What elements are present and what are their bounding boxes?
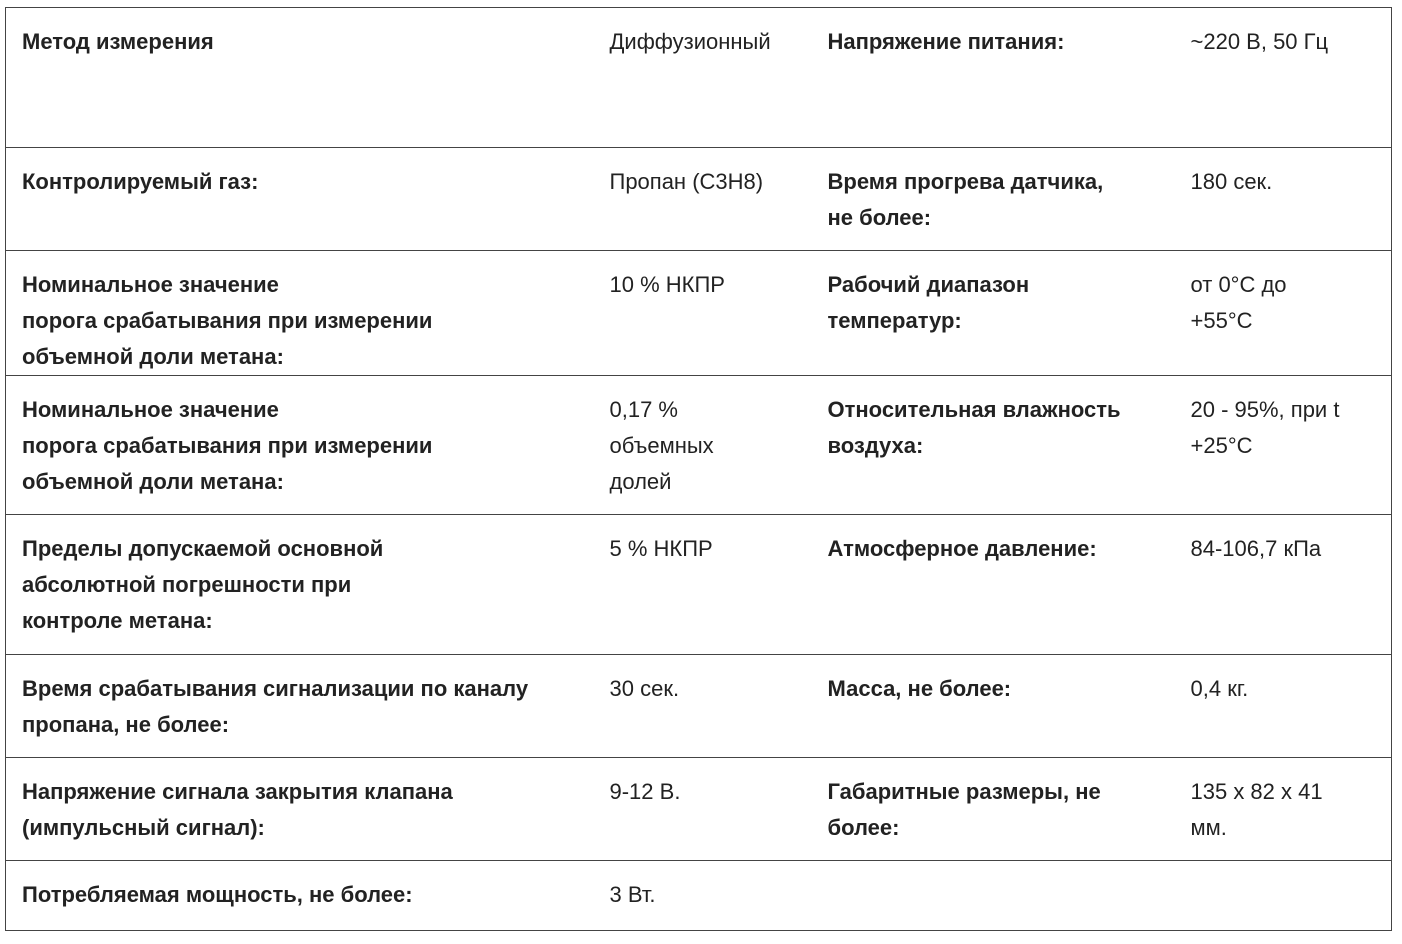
specifications-table	[5, 7, 1392, 931]
spec-label: Время прогрева датчика, не более:	[812, 148, 1176, 251]
spec-value: ~220 В, 50 Гц	[1176, 8, 1392, 148]
table-row	[6, 376, 1392, 515]
spec-label: Пределы допускаемой основной абсолютной погрешности при контроле метана:	[6, 515, 595, 655]
table-row	[6, 515, 1392, 655]
spec-label: Относительная влажность воздуха:	[812, 376, 1176, 515]
spec-label: Напряжение питания:	[812, 8, 1176, 148]
spec-value: 30 сек.	[595, 655, 812, 758]
spec-value: 3 Вт.	[595, 861, 812, 931]
spec-label: Время срабатывания сигнализации по каналу пропана, не более:	[6, 655, 595, 758]
spec-value: Пропан (С3Н8)	[595, 148, 812, 251]
spec-label: Номинальное значение порога срабатывания при измерении объемной доли метана:	[6, 251, 595, 376]
table-row	[6, 655, 1392, 758]
spec-value: 84-106,7 кПа	[1176, 515, 1392, 655]
table-row	[6, 8, 1392, 148]
spec-value	[1176, 861, 1392, 931]
spec-label: Номинальное значение порога срабатывания при измерении объемной доли метана:	[6, 376, 595, 515]
spec-label: Масса, не более:	[812, 655, 1176, 758]
spec-value: 180 сек.	[1176, 148, 1392, 251]
spec-label: Рабочий диапазон температур:	[812, 251, 1176, 376]
table-row	[6, 251, 1392, 376]
spec-label: Метод измерения	[6, 8, 595, 148]
spec-value: 20 - 95%, при t +25°С	[1176, 376, 1392, 515]
spec-value: 135 х 82 х 41 мм.	[1176, 758, 1392, 861]
spec-value: 9-12 В.	[595, 758, 812, 861]
spec-label: Контролируемый газ:	[6, 148, 595, 251]
spec-label: Потребляемая мощность, не более:	[6, 861, 595, 931]
spec-value: 5 % НКПР	[595, 515, 812, 655]
spec-value: Диффузионный	[595, 8, 812, 148]
spec-label: Габаритные размеры, не более:	[812, 758, 1176, 861]
spec-value: 0,17 % объемных долей	[595, 376, 812, 515]
spec-label: Напряжение сигнала закрытия клапана (импульсный сигнал):	[6, 758, 595, 861]
spec-value: 0,4 кг.	[1176, 655, 1392, 758]
spec-value: от 0°С до +55°С	[1176, 251, 1392, 376]
table-row	[6, 861, 1392, 931]
table-row	[6, 148, 1392, 251]
spec-label	[812, 861, 1176, 931]
table-row	[6, 758, 1392, 861]
spec-value: 10 % НКПР	[595, 251, 812, 376]
spec-label: Атмосферное давление:	[812, 515, 1176, 655]
